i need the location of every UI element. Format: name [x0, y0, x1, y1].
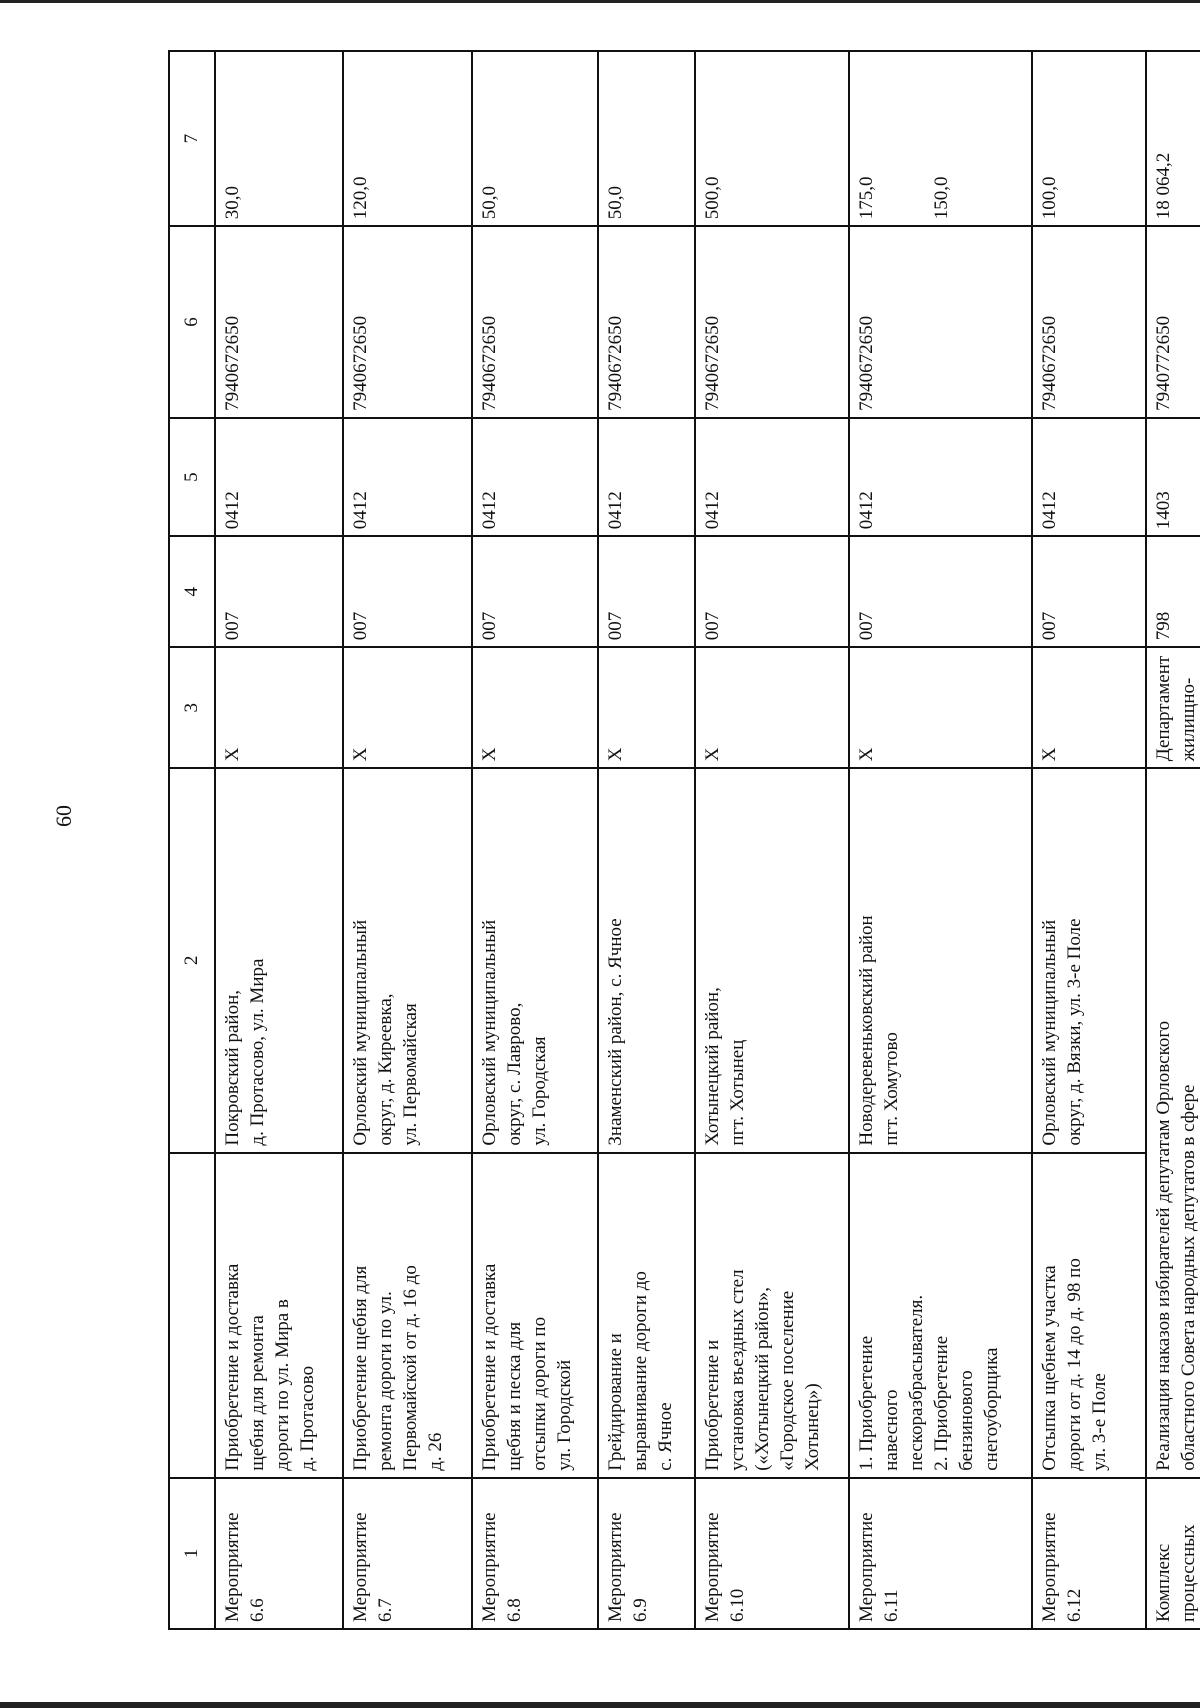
code-6-cell: 7940672650: [1032, 226, 1146, 418]
header-cell-1: 1: [169, 1478, 215, 1629]
amount-cell: 50,0: [472, 51, 598, 226]
location-cell: Покровский район, д. Протасово, ул. Мира: [215, 768, 343, 1152]
table-row-6-9: [598, 51, 695, 1629]
responsible-cell: Х: [343, 647, 472, 768]
code-4-cell: 007: [695, 536, 849, 647]
measure-cell: Мероприятие 6.9: [598, 1478, 695, 1629]
code-5-cell: 0412: [343, 418, 472, 536]
header-row: [169, 51, 215, 1629]
table-row-complex: [1146, 51, 1200, 1629]
measure-cell: Мероприятие 6.8: [472, 1478, 598, 1629]
code-6-cell: 7940672650: [598, 226, 695, 418]
code-5-cell: 0412: [598, 418, 695, 536]
measure-cell: Мероприятие 6.6: [215, 1478, 343, 1629]
measure-description: Приобретение и установка въездных стел («Хотынецкий район», «Городское поселение Хотынец»): [695, 1153, 849, 1478]
code-4-cell: 007: [1032, 536, 1146, 647]
budget-table: [168, 50, 1200, 1630]
header-cell-6: 6: [169, 226, 215, 418]
code-4-cell: 007: [472, 536, 598, 647]
measure-description: Приобретение и доставка щебня для ремонта дороги по ул. Мира в д. Протасово: [215, 1153, 343, 1478]
code-5-cell: 0412: [1032, 418, 1146, 536]
table-row-6-12: [1032, 51, 1146, 1629]
table-row-6-6: [215, 51, 343, 1629]
code-4-cell: 007: [849, 536, 1032, 647]
responsible-cell: Х: [598, 647, 695, 768]
header-cell-5: 5: [169, 418, 215, 536]
location-cell: Знаменский район, с. Ячное: [598, 768, 695, 1152]
code-6-cell: 7940772650: [1146, 226, 1200, 418]
amount-cell: 18 064,2: [1146, 51, 1200, 226]
complex-description: Реализация наказов избирателей депутатам Орловского областного Совета народных депутатов в сфере: [1146, 768, 1200, 1478]
location-cell: Орловский муниципальный округ, д. Вязки, ул. 3-е Поле: [1032, 768, 1146, 1152]
code-5-cell: 0412: [215, 418, 343, 536]
code-6-cell: 7940672650: [695, 226, 849, 418]
measure-cell: Мероприятие 6.12: [1032, 1478, 1146, 1629]
header-cell-2: 2: [169, 768, 215, 1152]
table-row-6-10: [695, 51, 849, 1629]
location-cell: Новодеревеньковский район пгт. Хомутово: [849, 768, 1032, 1152]
amount-cell: 120,0: [343, 51, 472, 226]
table-row-6-7: [343, 51, 472, 1629]
code-6-cell: 7940672650: [215, 226, 343, 418]
amount-cell: 50,0: [598, 51, 695, 226]
amount-cell: 175,0 150,0: [849, 51, 1032, 226]
amount-cell: 500,0: [695, 51, 849, 226]
code-4-cell: 007: [598, 536, 695, 647]
table-row-6-11: [849, 51, 1032, 1629]
code-5-cell: 0412: [472, 418, 598, 536]
scan-bottom-border: [0, 1702, 1200, 1708]
complex-cell: Комплекс процессных: [1146, 1478, 1200, 1629]
measure-description: Грейдирование и выравнивание дороги до с. Ячное: [598, 1153, 695, 1478]
code-5-cell: 0412: [695, 418, 849, 536]
measure-cell: Мероприятие 6.7: [343, 1478, 472, 1629]
location-cell: Орловский муниципальный округ, д. Киреевка, ул. Первомайская: [343, 768, 472, 1152]
measure-cell: Мероприятие 6.11: [849, 1478, 1032, 1629]
code-4-cell: 798: [1146, 536, 1200, 647]
responsible-cell: Х: [695, 647, 849, 768]
responsible-cell: Х: [849, 647, 1032, 768]
responsible-cell: Х: [1032, 647, 1146, 768]
code-6-cell: 7940672650: [849, 226, 1032, 418]
header-cell-4: 4: [169, 536, 215, 647]
location-cell: Орловский муниципальный округ, с. Лаврово, ул. Городская: [472, 768, 598, 1152]
rotated-table-container: [168, 50, 1200, 1630]
responsible-cell: Х: [215, 647, 343, 768]
header-cell-1b: [169, 1153, 215, 1478]
code-6-cell: 7940672650: [472, 226, 598, 418]
scan-top-border: [0, 0, 1200, 3]
header-cell-3: 3: [169, 647, 215, 768]
measure-description: Приобретение щебня для ремонта дороги по ул. Первомайской от д. 16 до д. 26: [343, 1153, 472, 1478]
amount-cell: 30,0: [215, 51, 343, 226]
code-4-cell: 007: [215, 536, 343, 647]
location-cell: Хотынецкий район, пгт. Хотынец: [695, 768, 849, 1152]
code-6-cell: 7940672650: [343, 226, 472, 418]
measure-cell: Мероприятие 6.10: [695, 1478, 849, 1629]
responsible-cell: Х: [472, 647, 598, 768]
code-5-cell: 0412: [849, 418, 1032, 536]
measure-description: Отсыпка щебнем участка дороги от д. 14 до д. 98 по ул. 3-е Поле: [1032, 1153, 1146, 1478]
table-row-6-8: [472, 51, 598, 1629]
measure-description: Приобретение и доставка щебня и песка для отсыпки дороги по ул. Городской: [472, 1153, 598, 1478]
header-cell-7: 7: [169, 51, 215, 226]
page-number: 60: [51, 805, 76, 827]
code-4-cell: 007: [343, 536, 472, 647]
measure-description: 1. Приобретение навесного пескоразбрасывателя. 2. Приобретение бензинового снегоуборщика: [849, 1153, 1032, 1478]
amount-cell: 100,0: [1032, 51, 1146, 226]
responsible-cell: Департамент жилищно-: [1146, 647, 1200, 768]
code-5-cell: 1403: [1146, 418, 1200, 536]
